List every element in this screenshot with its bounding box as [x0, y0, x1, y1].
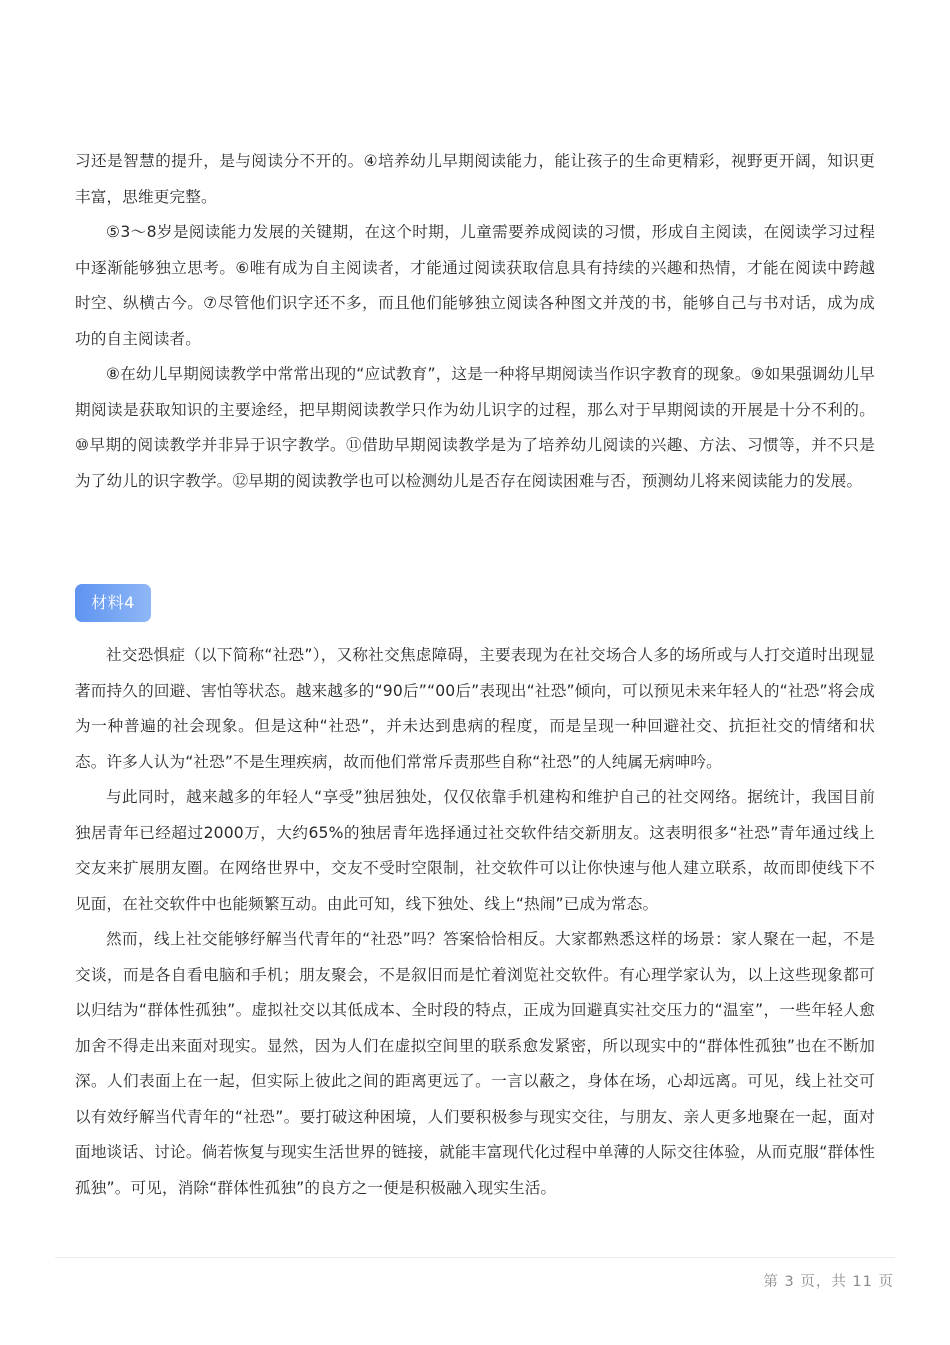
continued-text-section	[75, 144, 875, 499]
footer-divider	[55, 1257, 895, 1258]
material-4-paragraph-2: 与此同时，越来越多的年轻人“享受”独居独处，仅仅依靠手机建构和维护自己的社交网络。据统计，我国目前独居青年已经超过2000万，大约65%的独居青年选择通过社交软件结交新朋友。这表明很多“社恐”青年通过线上交友来扩展朋友圈。在网络世界中，交友不受时空限制，社交软件可以让你快速与他人建立联系，故而即使线下不见面，在社交软件中也能频繁互动。由此可知，线下独处、线上“热闹”已成为常态。	[75, 788, 875, 913]
material-4-paragraph-3: 然而，线上社交能够纾解当代青年的“社恐”吗？答案恰恰相反。大家都熟悉这样的场景：家人聚在一起，不是交谈，而是各自看电脑和手机；朋友聚会，不是叙旧而是忙着浏览社交软件。有心理学家认为，以上这些现象都可以归结为“群体性孤独”。虚拟社交以其低成本、全时段的特点，正成为回避真实社交压力的“温室”，一些年轻人愈加舍不得走出来面对现实。显然，因为人们在虚拟空间里的联系愈发紧密，所以现实中的“群体性孤独”也在不断加深。人们表面上在一起，但实际上彼此之间的距离更远了。一言以蔽之，身体在场，心却远离。可见，线上社交可以有效纾解当代青年的“社恐”。要打破这种困境，人们要积极参与现实交往，与朋友、亲人更多地聚在一起，面对面地谈话、讨论。倘若恢复与现实生活世界的链接，就能丰富现代化过程中单薄的人际交往体验，从而克服“群体性孤独”。可见，消除“群体性孤独”的良方之一便是积极融入现实生活。	[75, 930, 875, 1197]
paragraph-8-12: ⑧在幼儿早期阅读教学中常常出现的“应试教育”，这是一种将早期阅读当作识字教育的现象。⑨如果强调幼儿早期阅读是获取知识的主要途经，把早期阅读教学只作为幼儿识字的过程，那么对于早期阅读的开展是十分不利的。⑩早期的阅读教学并非异于识字教学。⑪借助早期阅读教学是为了培养幼儿阅读的兴趣、方法、习惯等，并不只是为了幼儿的识字教学。⑫早期的阅读教学也可以检测幼儿是否存在阅读困难与否，预测幼儿将来阅读能力的发展。	[75, 365, 875, 490]
paragraph-continued: 习还是智慧的提升，是与阅读分不开的。④培养幼儿早期阅读能力，能让孩子的生命更精彩，视野更开阔，知识更丰富，思维更完整。	[75, 152, 875, 206]
material-4-section	[75, 638, 875, 1206]
material-4-paragraph-1: 社交恐惧症（以下简称“社恐”），又称社交焦虑障碍，主要表现为在社交场合人多的场所或与人打交道时出现显著而持久的回避、害怕等状态。越来越多的“90后”“00后”表现出“社恐”倾向，可以预见未来年轻人的“社恐”将会成为一种普遍的社会现象。但是这种“社恐”，并未达到患病的程度，而是呈现一种回避社交、抗拒社交的情绪和状态。许多人认为“社恐”不是生理疾病，故而他们常常斥责那些自称“社恐”的人纯属无病呻吟。	[75, 646, 875, 771]
material-4-badge: 材料4	[75, 584, 151, 622]
paragraph-5-7: ⑤3～8岁是阅读能力发展的关键期，在这个时期，儿童需要养成阅读的习惯，形成自主阅读，在阅读学习过程中逐渐能够独立思考。⑥唯有成为自主阅读者，才能通过阅读获取信息具有持续的兴趣和热情，才能在阅读中跨越时空、纵横古今。⑦尽管他们识字还不多，而且他们能够独立阅读各种图文并茂的书，能够自己与书对话，成为成功的自主阅读者。	[75, 223, 875, 348]
page-number: 第 3 页，共 11 页	[763, 1274, 894, 1290]
